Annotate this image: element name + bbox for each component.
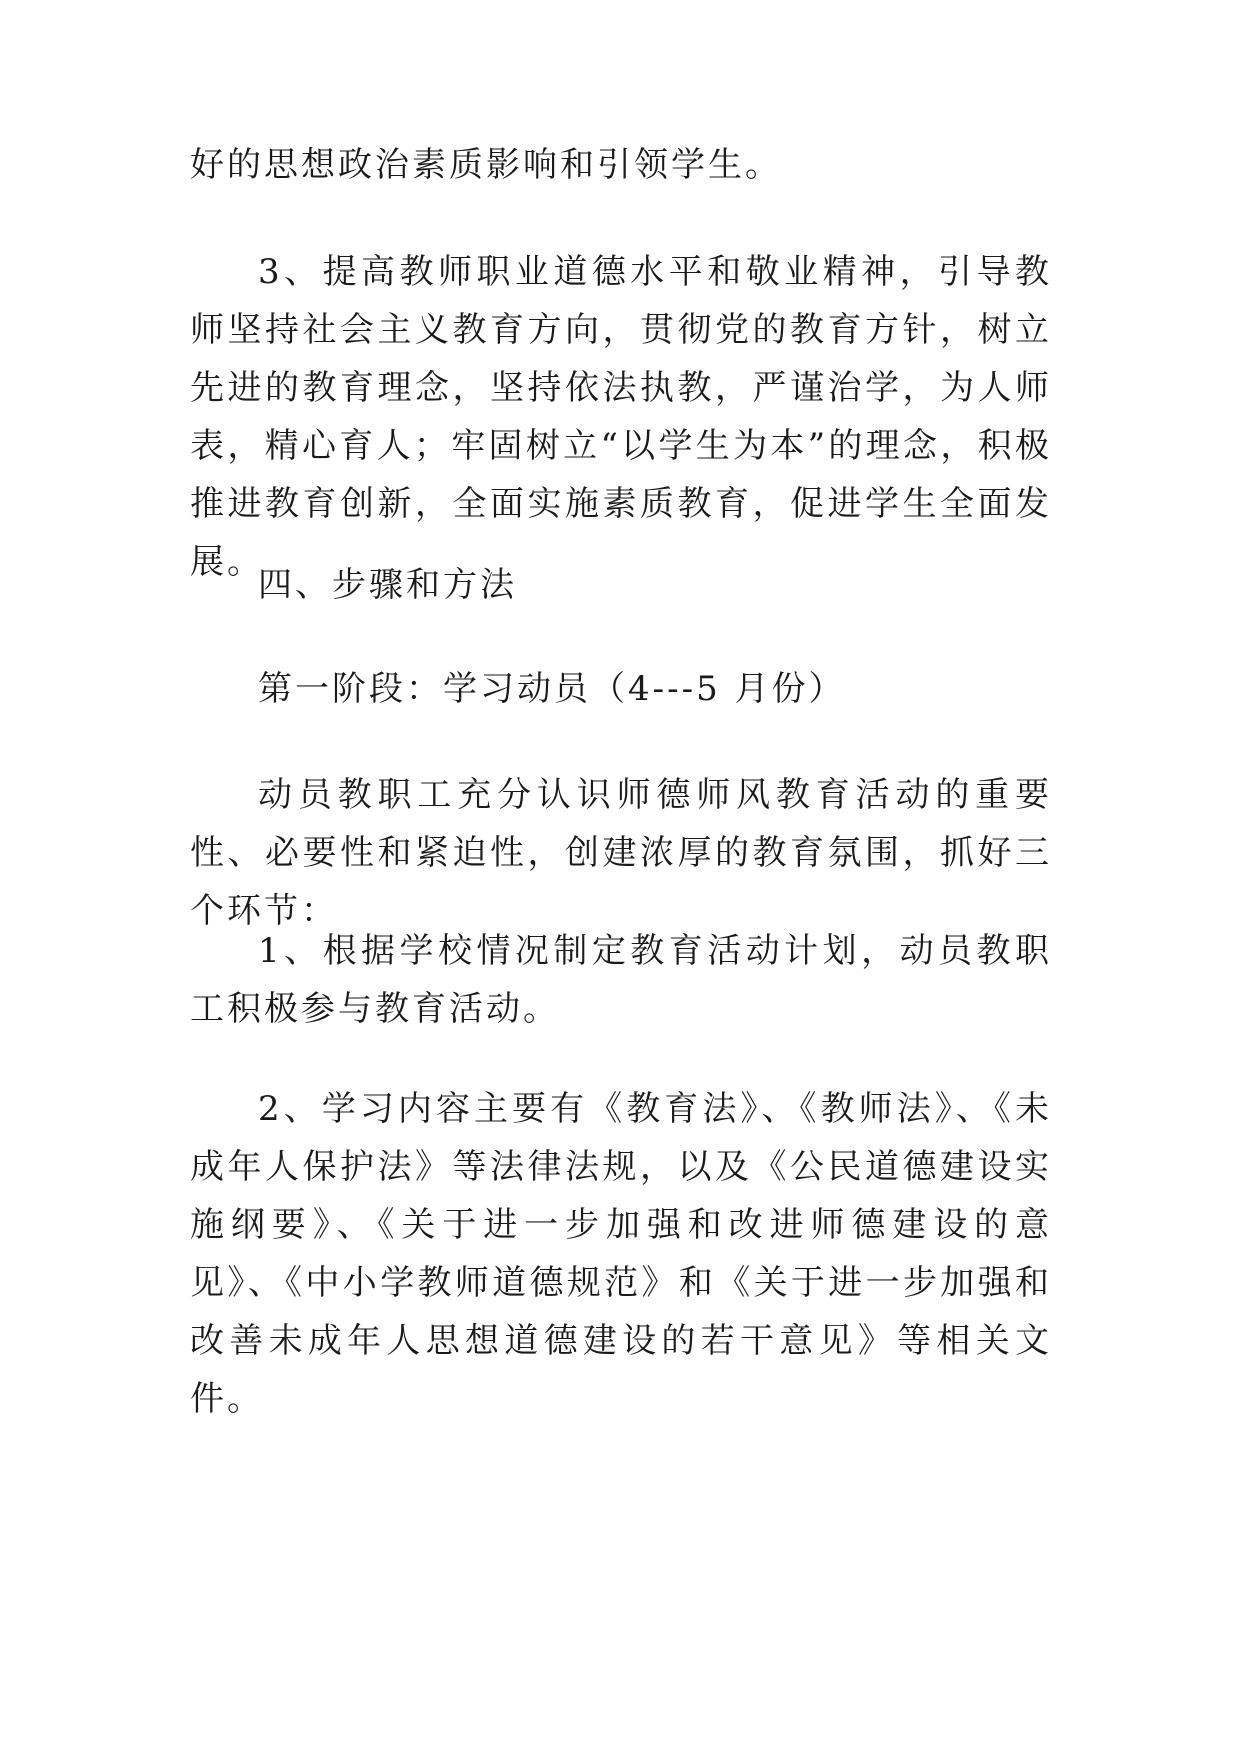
paragraph-item-3: 3、提高教师职业道德水平和敬业精神，引导教师坚持社会主义教育方向，贯彻党的教育方针，树立先进的教育理念，坚持依法执教，严谨治学，为人师表，精心育人；牢固树立“以学生为本”的理念，积极推进教育创新，全面实施素质教育，促进学生全面发展。 [190, 252, 1052, 582]
paragraph-item-2: 2、学习内容主要有《教育法》、《教师法》、《未成年人保护法》等法律法规，以及《公民道德建设实施纲要》、《关于进一步加强和改进师德建设的意见》、《中小学教师道德规范》和《关于进一步加强和改善未成年人思想道德建设的若干意见》等相关文件。 [190, 1089, 1052, 1419]
paragraph-item-1: 1、根据学校情况制定教育活动计划，动员教职工积极参与教育活动。 [190, 931, 1052, 1029]
stage-heading-first: 第一阶段：学习动员（4---5 月份） [258, 669, 846, 709]
paragraph-mobilization: 动员教职工充分认识师德师风教育活动的重要性、必要性和紧迫性，创建浓厚的教育氛围，抓好三个环节： [190, 775, 1052, 931]
paragraph-continuation: 好的思想政治素质影响和引领学生。 [190, 145, 782, 185]
section-heading-steps-methods: 四、步骤和方法 [258, 565, 517, 605]
